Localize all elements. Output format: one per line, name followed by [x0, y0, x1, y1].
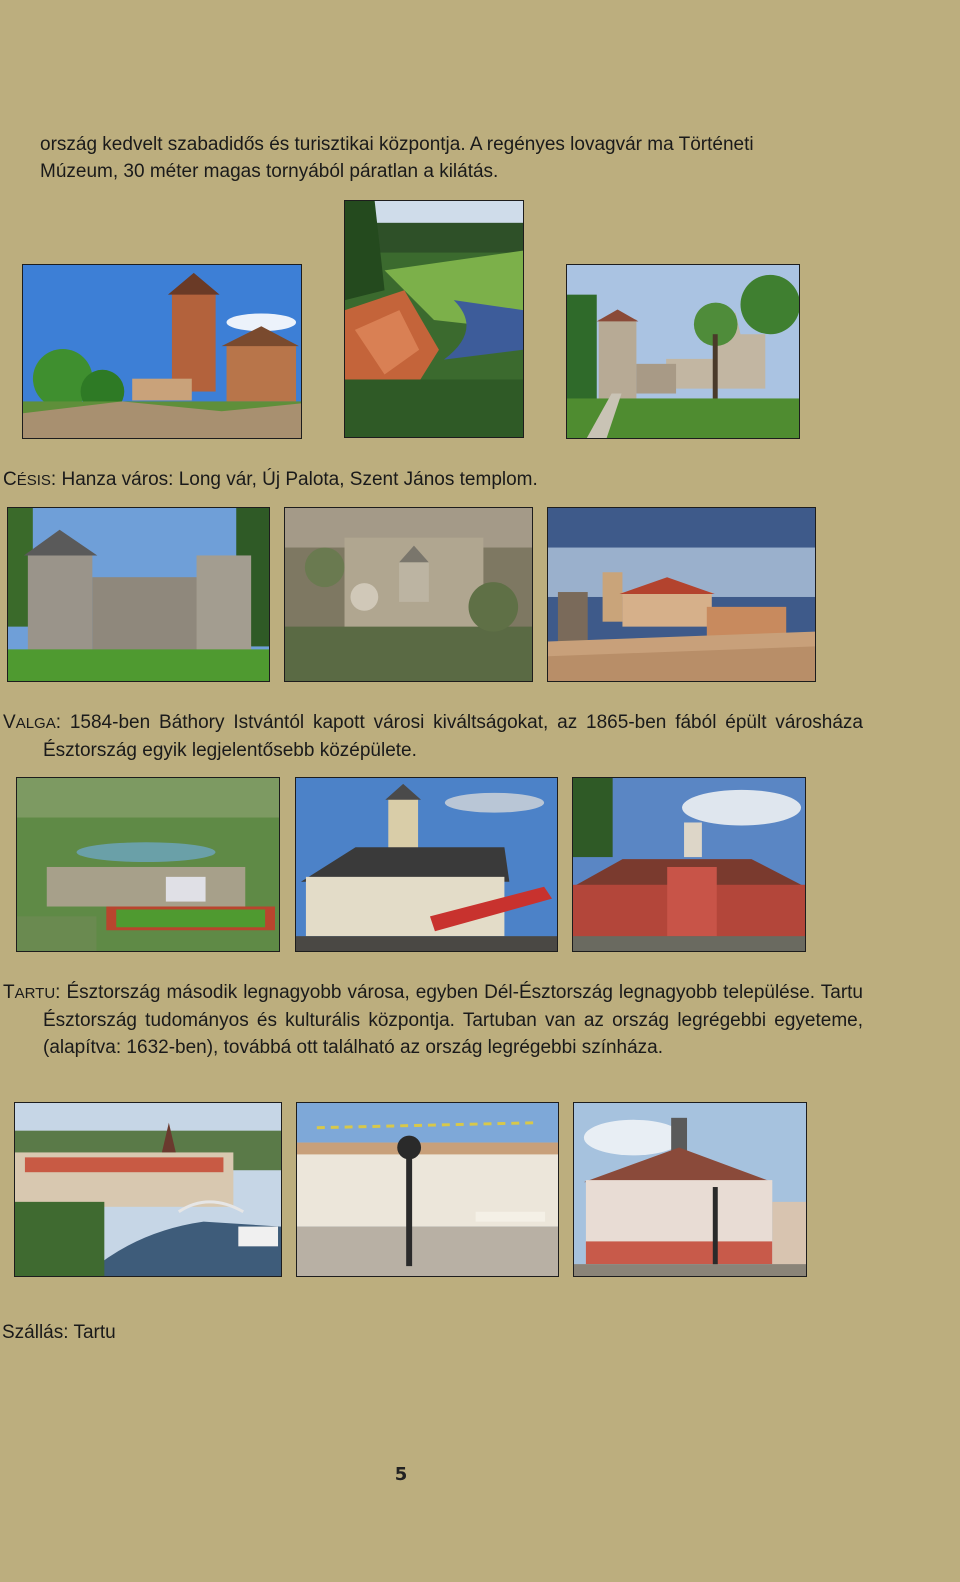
- photo-tartu-town-hall: [573, 1102, 807, 1277]
- photo-cesis-aerial: [284, 507, 533, 682]
- valga-description: : 1584-ben Báthory Istvántól kapott városi kiváltságokat, az 1865-ben fából épült városháza Észtország egyik legjelentősebb középülete.: [43, 712, 863, 761]
- section-tartu: [3, 979, 863, 1061]
- photo-turaida-castle-tower: [22, 264, 302, 439]
- cesis-description: : Hanza város: Long vár, Új Palota, Szent János templom.: [50, 469, 538, 490]
- photo-valga-town-hall: [572, 777, 806, 952]
- valga-title-rest: ALGA: [15, 715, 56, 732]
- photo-sigulda-castle-ruins: [566, 264, 800, 439]
- intro-paragraph: [40, 131, 830, 185]
- photo-cesis-castle: [7, 507, 270, 682]
- tartu-title-initial: T: [3, 982, 15, 1003]
- cesis-title-rest: ÉSIS: [16, 472, 51, 489]
- photo-valga-railway-station: [295, 777, 558, 952]
- lodging-line: Szállás: Tartu: [2, 1322, 116, 1343]
- page-number: 5: [394, 1464, 408, 1485]
- intro-line-1: ország kedvelt szabadidős és turisztikai központja. A regényes lovagvár ma Történeti: [40, 134, 754, 155]
- photo-gauja-valley: [344, 200, 524, 438]
- section-valga: [3, 709, 863, 764]
- section-cesis: [3, 466, 823, 494]
- tartu-title-rest: ARTU: [14, 985, 56, 1002]
- intro-line-2: Múzeum, 30 méter magas tornyából páratlan a kilátás.: [40, 161, 499, 182]
- photo-valga-aerial: [16, 777, 280, 952]
- valga-title-initial: V: [3, 712, 16, 733]
- photo-tartu-panorama: [14, 1102, 282, 1277]
- cesis-title-initial: C: [3, 469, 17, 490]
- photo-cesis-new-palace: [547, 507, 816, 682]
- photo-tartu-town-square: [296, 1102, 559, 1277]
- tartu-description: : Észtország második legnagyobb városa, egyben Dél-Észtország legnagyobb települése. Tartu Észtország tudományos és kulturális központja. Tartuban van az ország legrégebbi egyeteme, (alapítva: 1632-ben), továbbá ott található az ország legrégebbi színháza.: [43, 982, 863, 1058]
